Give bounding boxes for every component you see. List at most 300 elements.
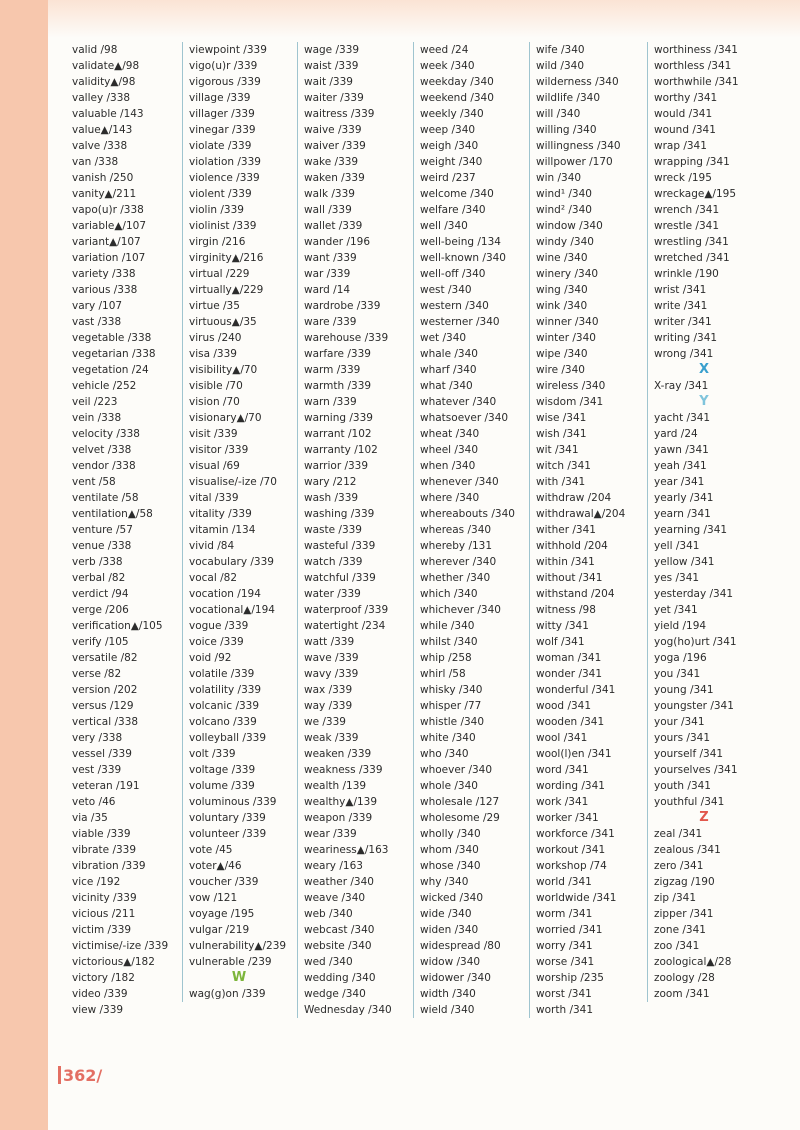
- index-entry: withdraw /204: [536, 492, 612, 504]
- index-entry: wax /339: [304, 684, 353, 696]
- index-entry: verify /105: [72, 636, 129, 648]
- index-entry: yourselves /341: [654, 764, 738, 776]
- index-entry: when /340: [420, 460, 476, 472]
- index-entry: villager /339: [189, 108, 255, 120]
- index-entry: whale /340: [420, 348, 478, 360]
- index-entry: washing /339: [304, 508, 375, 520]
- index-entry: war /339: [304, 268, 351, 280]
- index-entry: vast /338: [72, 316, 122, 328]
- index-entry: wool /341: [536, 732, 588, 744]
- index-entry: vocational▲/194: [189, 604, 275, 616]
- index-entry: youthful /341: [654, 796, 725, 808]
- index-entry: violence /339: [189, 172, 260, 184]
- index-entry: vice /192: [72, 876, 121, 888]
- index-entry: worldwide /341: [536, 892, 617, 904]
- index-entry: yesterday /341: [654, 588, 734, 600]
- index-entry: whisky /340: [420, 684, 483, 696]
- index-entry: versatile /82: [72, 652, 138, 664]
- index-entry: wrestling /341: [654, 236, 729, 248]
- index-entry: warning /339: [304, 412, 373, 424]
- index-entry: young /341: [654, 684, 714, 696]
- index-entry: worry /341: [536, 940, 593, 952]
- index-entry: wrapping /341: [654, 156, 730, 168]
- index-entry: weapon /339: [304, 812, 373, 824]
- index-entry: volcanic /339: [189, 700, 260, 712]
- index-entry: wheat /340: [420, 428, 480, 440]
- index-entry: wrap /341: [654, 140, 707, 152]
- index-entry: visa /339: [189, 348, 237, 360]
- index-entry: verb /338: [72, 556, 123, 568]
- index-entry: win /340: [536, 172, 582, 184]
- index-entry: worm /341: [536, 908, 593, 920]
- index-entry: welcome /340: [420, 188, 494, 200]
- index-entry: weave /340: [304, 892, 366, 904]
- index-entry: withdrawal▲/204: [536, 508, 626, 520]
- index-entry: wash /339: [304, 492, 359, 504]
- index-entry: whenever /340: [420, 476, 499, 488]
- index-entry: wharf /340: [420, 364, 477, 376]
- index-column-2: [182, 42, 299, 1002]
- index-entry: widespread /80: [420, 940, 501, 952]
- index-entry: violinist /339: [189, 220, 257, 232]
- index-entry: whichever /340: [420, 604, 501, 616]
- index-entry: watertight /234: [304, 620, 386, 632]
- index-entry: yacht /341: [654, 412, 711, 424]
- index-entry: will /340: [536, 108, 581, 120]
- index-entry: violent /339: [189, 188, 252, 200]
- index-entry: various /338: [72, 284, 138, 296]
- index-entry: whirl /58: [420, 668, 466, 680]
- index-entry: weep /340: [420, 124, 476, 136]
- index-entry: video /339: [72, 988, 128, 1000]
- index-entry: wrong /341: [654, 348, 714, 360]
- index-entry: waiter /339: [304, 92, 364, 104]
- index-entry: viewpoint /339: [189, 44, 267, 56]
- index-entry: warmth /339: [304, 380, 372, 392]
- index-entry: workshop /74: [536, 860, 607, 872]
- index-entry: worse /341: [536, 956, 595, 968]
- index-entry: wag(g)on /339: [189, 988, 266, 1000]
- index-entry: west /340: [420, 284, 472, 296]
- index-entry: vulnerable /239: [189, 956, 272, 968]
- index-entry: van /338: [72, 156, 119, 168]
- index-entry: weaken /339: [304, 748, 372, 760]
- index-entry: website /340: [304, 940, 372, 952]
- index-entry: wear /339: [304, 828, 357, 840]
- index-entry: yield /194: [654, 620, 707, 632]
- index-entry: weather /340: [304, 876, 374, 888]
- index-entry: warm /339: [304, 364, 361, 376]
- index-entry: wrinkle /190: [654, 268, 719, 280]
- index-entry: X-ray /341: [654, 380, 709, 392]
- index-entry: winery /340: [536, 268, 599, 280]
- index-entry: world /341: [536, 876, 592, 888]
- section-letter: Z: [699, 810, 709, 825]
- index-entry: zoology /28: [654, 972, 715, 984]
- index-entry: very /338: [72, 732, 123, 744]
- index-entry: virtuous▲/35: [189, 316, 257, 328]
- index-entry: valley /338: [72, 92, 131, 104]
- index-entry: whip /258: [420, 652, 472, 664]
- index-entry: wretched /341: [654, 252, 730, 264]
- index-entry: wrench /341: [654, 204, 720, 216]
- index-entry: wet /340: [420, 332, 467, 344]
- index-entry: weak /339: [304, 732, 359, 744]
- index-entry: without /341: [536, 572, 603, 584]
- index-entry: word /341: [536, 764, 589, 776]
- index-entry: void /92: [189, 652, 232, 664]
- index-entry: yog(ho)urt /341: [654, 636, 737, 648]
- index-entry: whisper /77: [420, 700, 482, 712]
- index-entry: warranty /102: [304, 444, 378, 456]
- index-entry: wealthy▲/139: [304, 796, 378, 808]
- index-entry: waiver /339: [304, 140, 366, 152]
- index-entry: worthless /341: [654, 60, 732, 72]
- index-entry: yell /341: [654, 540, 700, 552]
- index-entry: wool(l)en /341: [536, 748, 612, 760]
- index-entry: vocal /82: [189, 572, 237, 584]
- index-entry: worthy /341: [654, 92, 718, 104]
- section-letter: X: [698, 362, 710, 377]
- index-entry: wording /341: [536, 780, 605, 792]
- index-entry: writing /341: [654, 332, 718, 344]
- index-entry: whether /340: [420, 572, 491, 584]
- index-entry: virtual /229: [189, 268, 250, 280]
- index-entry: whereabouts /340: [420, 508, 515, 520]
- index-entry: vapo(u)r /338: [72, 204, 144, 216]
- index-entry: volatility /339: [189, 684, 262, 696]
- index-entry: victimise/-ize /339: [72, 940, 169, 952]
- index-entry: variant▲/107: [72, 236, 141, 248]
- index-entry: wavy /339: [304, 668, 359, 680]
- index-entry: web /340: [304, 908, 353, 920]
- index-entry: Wednesday /340: [304, 1004, 392, 1016]
- index-entry: writer /341: [654, 316, 712, 328]
- index-entry: wisdom /341: [536, 396, 604, 408]
- index-entry: vivid /84: [189, 540, 235, 552]
- index-entry: whose /340: [420, 860, 481, 872]
- index-entry: waste /339: [304, 524, 362, 536]
- index-entry: wholesome /29: [420, 812, 500, 824]
- index-entry: whereas /340: [420, 524, 492, 536]
- index-entry: verbal /82: [72, 572, 126, 584]
- index-entry: victim /339: [72, 924, 132, 936]
- index-entry: western /340: [420, 300, 489, 312]
- index-entry: vendor /338: [72, 460, 136, 472]
- index-entry: warrant /102: [304, 428, 372, 440]
- index-entry: vulnerability▲/239: [189, 940, 287, 952]
- index-entry: wipe /340: [536, 348, 588, 360]
- index-column-6: [647, 42, 764, 1002]
- index-entry: would /341: [654, 108, 713, 120]
- index-entry: vest /339: [72, 764, 122, 776]
- page-top-shade: [48, 0, 800, 38]
- index-entry: warfare /339: [304, 348, 371, 360]
- index-entry: yearly /341: [654, 492, 714, 504]
- index-entry: ware /339: [304, 316, 357, 328]
- index-entry: wing /340: [536, 284, 588, 296]
- index-entry: yoga /196: [654, 652, 707, 664]
- section-letter: Y: [699, 394, 709, 409]
- index-entry: wise /341: [536, 412, 587, 424]
- index-entry: warehouse /339: [304, 332, 389, 344]
- index-entry: variation /107: [72, 252, 146, 264]
- index-entry: viable /339: [72, 828, 131, 840]
- index-entry: vigorous /339: [189, 76, 261, 88]
- page-number-bar: [58, 1066, 61, 1084]
- index-entry: veil /223: [72, 396, 118, 408]
- index-entry: yes /341: [654, 572, 700, 584]
- index-entry: voltage /339: [189, 764, 256, 776]
- index-entry: valve /338: [72, 140, 128, 152]
- index-entry: vibrate /339: [72, 844, 137, 856]
- index-entry: weekend /340: [420, 92, 494, 104]
- index-entry: wage /339: [304, 44, 360, 56]
- index-entry: wedge /340: [304, 988, 366, 1000]
- index-entry: validity▲/98: [72, 76, 136, 88]
- index-entry: wholesale /127: [420, 796, 500, 808]
- index-entry: why /340: [420, 876, 469, 888]
- index-entry: verge /206: [72, 604, 129, 616]
- index-entry: year /341: [654, 476, 705, 488]
- index-entry: verdict /94: [72, 588, 129, 600]
- index-entry: walk /339: [304, 188, 355, 200]
- index-entry: which /340: [420, 588, 478, 600]
- index-entry: wonder /341: [536, 668, 603, 680]
- index-entry: virtue /35: [189, 300, 240, 312]
- page-number: [58, 1066, 102, 1085]
- index-entry: wish /341: [536, 428, 587, 440]
- index-entry: vegetarian /338: [72, 348, 156, 360]
- index-entry: whoever /340: [420, 764, 493, 776]
- index-entry: velocity /338: [72, 428, 140, 440]
- index-entry: valuable /143: [72, 108, 144, 120]
- index-entry: you /341: [654, 668, 701, 680]
- index-entry: vicinity /339: [72, 892, 137, 904]
- index-entry: within /341: [536, 556, 595, 568]
- index-entry: waken /339: [304, 172, 365, 184]
- index-entry: view /339: [72, 1004, 124, 1016]
- index-entry: zip /341: [654, 892, 697, 904]
- index-entry: wallet /339: [304, 220, 363, 232]
- index-entry: wary /212: [304, 476, 357, 488]
- index-entry: yours /341: [654, 732, 710, 744]
- index-entry: welfare /340: [420, 204, 486, 216]
- index-entry: worth /341: [536, 1004, 594, 1016]
- index-entry: weakness /339: [304, 764, 383, 776]
- index-entry: way /339: [304, 700, 353, 712]
- index-entry: wonderful /341: [536, 684, 616, 696]
- index-entry: willingness /340: [536, 140, 621, 152]
- index-entry: voice /339: [189, 636, 244, 648]
- index-entry: ventilate /58: [72, 492, 139, 504]
- index-entry: vary /107: [72, 300, 123, 312]
- index-entry: victorious▲/182: [72, 956, 155, 968]
- index-entry: zoo /341: [654, 940, 700, 952]
- index-entry: wine /340: [536, 252, 588, 264]
- index-entry: youngster /341: [654, 700, 734, 712]
- index-entry: vehicle /252: [72, 380, 137, 392]
- index-entry: volcano /339: [189, 716, 257, 728]
- index-entry: waterproof /339: [304, 604, 389, 616]
- index-entry: vanish /250: [72, 172, 134, 184]
- index-entry: wheel /340: [420, 444, 478, 456]
- index-entry: volatile /339: [189, 668, 255, 680]
- index-entry: windy /340: [536, 236, 594, 248]
- index-entry: virginity▲/216: [189, 252, 264, 264]
- index-entry: vanity▲/211: [72, 188, 137, 200]
- index-entry: velvet /338: [72, 444, 132, 456]
- index-entry: wave /339: [304, 652, 359, 664]
- index-entry: whom /340: [420, 844, 479, 856]
- index-entry: weed /24: [420, 44, 469, 56]
- index-entry: wither /341: [536, 524, 596, 536]
- index-entry: vote /45: [189, 844, 233, 856]
- index-entry: vulgar /219: [189, 924, 250, 936]
- index-entry: want /339: [304, 252, 357, 264]
- index-entry: week /340: [420, 60, 475, 72]
- index-entry: zoological▲/28: [654, 956, 732, 968]
- index-entry: window /340: [536, 220, 603, 232]
- index-entry: yellow /341: [654, 556, 715, 568]
- index-entry: wild /340: [536, 60, 585, 72]
- index-entry: whatsoever /340: [420, 412, 509, 424]
- index-entry: vocation /194: [189, 588, 261, 600]
- index-entry: wield /340: [420, 1004, 475, 1016]
- index-entry: wait /339: [304, 76, 353, 88]
- index-entry: wire /340: [536, 364, 585, 376]
- index-column-1: [72, 42, 182, 1018]
- index-entry: wed /340: [304, 956, 353, 968]
- index-entry: your /341: [654, 716, 705, 728]
- index-entry: wrist /341: [654, 284, 707, 296]
- index-entry: village /339: [189, 92, 251, 104]
- index-entry: vicious /211: [72, 908, 136, 920]
- index-entry: winter /340: [536, 332, 596, 344]
- index-entry: witch /341: [536, 460, 591, 472]
- index-entry: value▲/143: [72, 124, 133, 136]
- index-entry: vegetable /338: [72, 332, 152, 344]
- index-entry: wooden /341: [536, 716, 605, 728]
- index-entry: water /339: [304, 588, 361, 600]
- index-entry: willpower /170: [536, 156, 613, 168]
- index-entry: wealth /139: [304, 780, 367, 792]
- index-entry: winner /340: [536, 316, 599, 328]
- index-entry: ventilation▲/58: [72, 508, 153, 520]
- index-entry: wedding /340: [304, 972, 376, 984]
- index-entry: violin /339: [189, 204, 244, 216]
- index-entry: withhold /204: [536, 540, 608, 552]
- index-entry: zoom /341: [654, 988, 710, 1000]
- index-entry: via /35: [72, 812, 108, 824]
- index-entry: weary /163: [304, 860, 363, 872]
- index-entry: vertical /338: [72, 716, 139, 728]
- index-entry: venue /338: [72, 540, 132, 552]
- index-entry: warn /339: [304, 396, 357, 408]
- index-entry: weigh /340: [420, 140, 479, 152]
- index-entry: verification▲/105: [72, 620, 163, 632]
- index-entry: variable▲/107: [72, 220, 147, 232]
- index-entry: vocabulary /339: [189, 556, 274, 568]
- index-entry: whistle /340: [420, 716, 485, 728]
- index-entry: yearning /341: [654, 524, 728, 536]
- index-entry: woman /341: [536, 652, 602, 664]
- index-entry: veto /46: [72, 796, 116, 808]
- index-entry: vessel /339: [72, 748, 132, 760]
- page-number-text: 362/: [63, 1066, 103, 1085]
- index-entry: with /341: [536, 476, 586, 488]
- index-entry: waive /339: [304, 124, 362, 136]
- index-entry: wrestle /341: [654, 220, 720, 232]
- index-entry: workout /341: [536, 844, 606, 856]
- index-entry: willing /340: [536, 124, 597, 136]
- index-entry: witty /341: [536, 620, 589, 632]
- index-entry: visual /69: [189, 460, 240, 472]
- index-entry: vitality /339: [189, 508, 252, 520]
- index-entry: youth /341: [654, 780, 711, 792]
- index-entry: work /341: [536, 796, 589, 808]
- index-entry: violation /339: [189, 156, 261, 168]
- index-entry: victory /182: [72, 972, 135, 984]
- index-entry: watch /339: [304, 556, 363, 568]
- index-entry: wander /196: [304, 236, 371, 248]
- index-entry: visit /339: [189, 428, 238, 440]
- index-entry: wall /339: [304, 204, 352, 216]
- index-entry: widower /340: [420, 972, 491, 984]
- index-entry: ward /14: [304, 284, 351, 296]
- index-entry: virgin /216: [189, 236, 246, 248]
- index-entry: voluntary /339: [189, 812, 266, 824]
- index-entry: wife /340: [536, 44, 585, 56]
- index-entry: while /340: [420, 620, 475, 632]
- index-entry: virtually▲/229: [189, 284, 264, 296]
- index-entry: virus /240: [189, 332, 242, 344]
- index-entry: wireless /340: [536, 380, 606, 392]
- index-entry: wolf /341: [536, 636, 585, 648]
- index-entry: visitor /339: [189, 444, 249, 456]
- index-entry: wide /340: [420, 908, 472, 920]
- index-entry: volume /339: [189, 780, 255, 792]
- index-entry: waitress /339: [304, 108, 375, 120]
- index-entry: write /341: [654, 300, 708, 312]
- index-entry: whereby /131: [420, 540, 493, 552]
- index-entry: weekly /340: [420, 108, 484, 120]
- index-entry: wholly /340: [420, 828, 481, 840]
- index-entry: vent /58: [72, 476, 116, 488]
- index-entry: visionary▲/70: [189, 412, 262, 424]
- index-entry: wit /341: [536, 444, 579, 456]
- page-edge-band: [0, 0, 48, 1130]
- index-entry: volleyball /339: [189, 732, 266, 744]
- index-column-3: [297, 42, 414, 1018]
- index-entry: worship /235: [536, 972, 604, 984]
- index-entry: wardrobe /339: [304, 300, 381, 312]
- index-entry: wind² /340: [536, 204, 592, 216]
- index-entry: visible /70: [189, 380, 243, 392]
- index-entry: veteran /191: [72, 780, 140, 792]
- index-entry: zealous /341: [654, 844, 721, 856]
- index-column-5: [529, 42, 646, 1018]
- index-entry: well-off /340: [420, 268, 486, 280]
- index-entry: widen /340: [420, 924, 479, 936]
- index-entry: worthwhile /341: [654, 76, 739, 88]
- index-entry: webcast /340: [304, 924, 375, 936]
- index-entry: vegetation /24: [72, 364, 149, 376]
- index-entry: valid /98: [72, 44, 118, 56]
- index-entry: vow /121: [189, 892, 238, 904]
- section-letter: W: [231, 970, 247, 985]
- index-entry: warrior /339: [304, 460, 369, 472]
